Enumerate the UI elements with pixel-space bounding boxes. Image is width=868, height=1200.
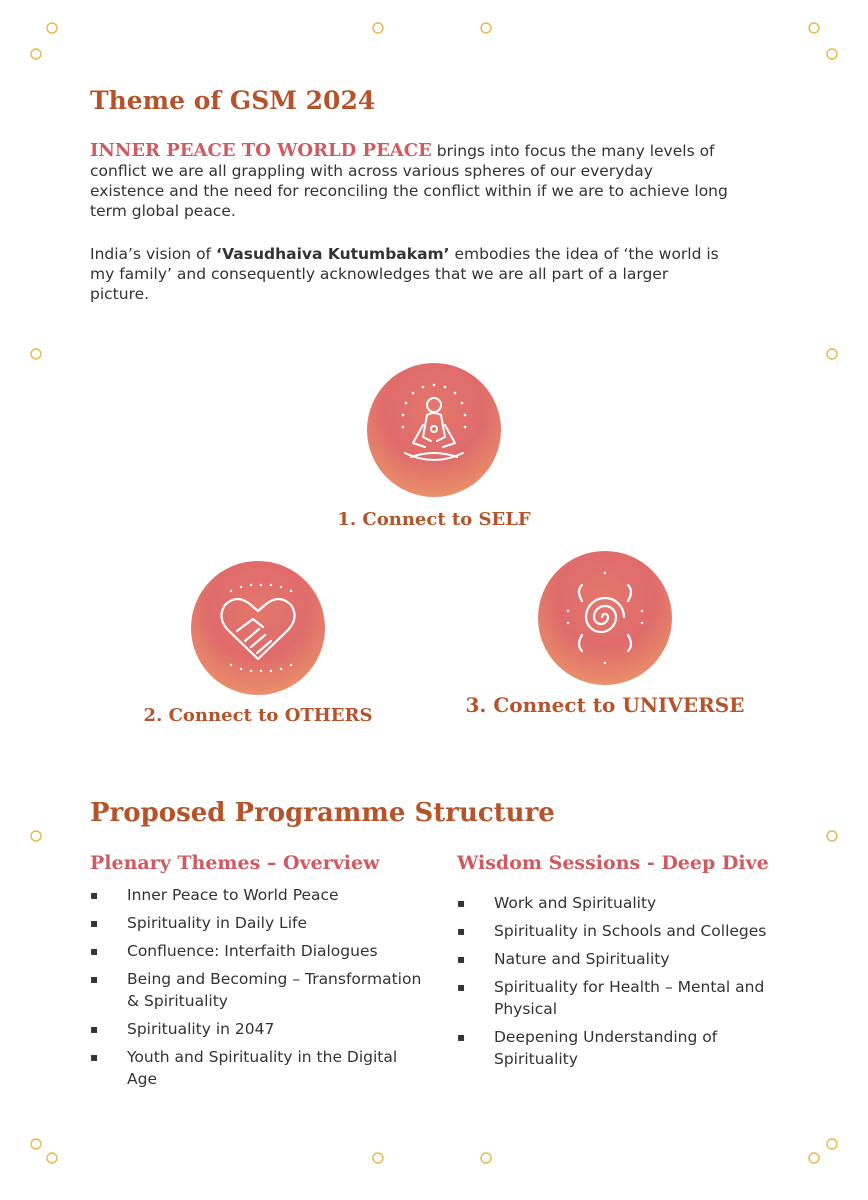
list-item-text: Youth and Spirituality in the Digital Age <box>127 1048 398 1088</box>
bullet-icon: ▪ <box>90 1022 99 1036</box>
bullet-icon: ▪ <box>457 952 466 966</box>
list-item <box>457 892 787 914</box>
bullet-icon: ▪ <box>90 972 99 986</box>
list-item-text: Spirituality in Daily Life <box>127 914 307 932</box>
list-item-text: Deepening Understanding of Spirituality <box>494 1028 718 1068</box>
list-item <box>90 968 430 1012</box>
pillar-connect-universe <box>455 551 755 717</box>
pillar-label: 1. Connect to SELF <box>337 509 531 530</box>
list-item-text: Confluence: Interfaith Dialogues <box>127 942 378 960</box>
list-item-text: Being and Becoming – Transformation & Spirituality <box>127 970 422 1010</box>
wisdom-title: Wisdom Sessions - Deep Dive <box>457 852 769 874</box>
list-item-text: Work and Spirituality <box>494 894 657 912</box>
list-item-text: Spirituality in 2047 <box>127 1020 275 1038</box>
list-item-text: Inner Peace to World Peace <box>127 886 339 904</box>
theme-title: Theme of GSM 2024 <box>90 86 376 115</box>
list-item <box>90 884 430 906</box>
vision-text-pre: India’s vision of <box>90 245 216 263</box>
vision-paragraph <box>90 244 730 304</box>
list-item-text: Spirituality in Schools and Colleges <box>494 922 767 940</box>
plenary-title: Plenary Themes – Overview <box>90 852 380 874</box>
list-item <box>90 1018 430 1040</box>
list-item-text: Nature and Spirituality <box>494 950 670 968</box>
bullet-icon: ▪ <box>457 924 466 938</box>
theme-lead: INNER PEACE TO WORLD PEACE <box>90 140 432 161</box>
list-item-text: Spirituality for Health – Mental and Physical <box>494 978 765 1018</box>
wisdom-list <box>457 892 787 1070</box>
plenary-list <box>90 884 430 1090</box>
pillar-circle <box>367 363 501 497</box>
spiral-turtle-icon <box>538 551 672 685</box>
pillar-connect-others <box>128 561 388 726</box>
vision-text-post: embodies the idea of ‘the world is my family’ and consequently acknowledges that we are all part of a larger picture. <box>90 245 719 303</box>
theme-paragraph <box>90 141 730 221</box>
list-item <box>90 1046 430 1090</box>
bullet-icon: ▪ <box>457 896 466 910</box>
list-item <box>90 940 430 962</box>
pillar-circle <box>538 551 672 685</box>
programme-title: Proposed Programme Structure <box>90 798 555 828</box>
meditation-icon <box>367 363 501 497</box>
list-item <box>457 948 787 970</box>
handshake-heart-icon <box>191 561 325 695</box>
list-item <box>90 912 430 934</box>
pillar-connect-self <box>334 363 534 530</box>
vision-term: ‘Vasudhaiva Kutumbakam’ <box>215 245 450 263</box>
pillar-label: 3. Connect to UNIVERSE <box>465 693 745 717</box>
bullet-icon: ▪ <box>90 916 99 930</box>
theme-paragraph-text: brings into focus the many levels of conflict we are all grappling with across various spheres of our everyday existence and the need for reconciling the conflict within if we are to achieve long term global peace. <box>90 142 728 220</box>
list-item <box>457 920 787 942</box>
wisdom-sessions <box>457 852 787 1076</box>
list-item <box>457 976 787 1020</box>
pillar-label: 2. Connect to OTHERS <box>143 705 373 726</box>
bullet-icon: ▪ <box>90 944 99 958</box>
bullet-icon: ▪ <box>457 1030 466 1044</box>
bullet-icon: ▪ <box>457 980 466 994</box>
bullet-icon: ▪ <box>90 888 99 902</box>
pillar-circle <box>191 561 325 695</box>
list-item <box>457 1026 787 1070</box>
bullet-icon: ▪ <box>90 1050 99 1064</box>
plenary-themes <box>90 852 430 1096</box>
